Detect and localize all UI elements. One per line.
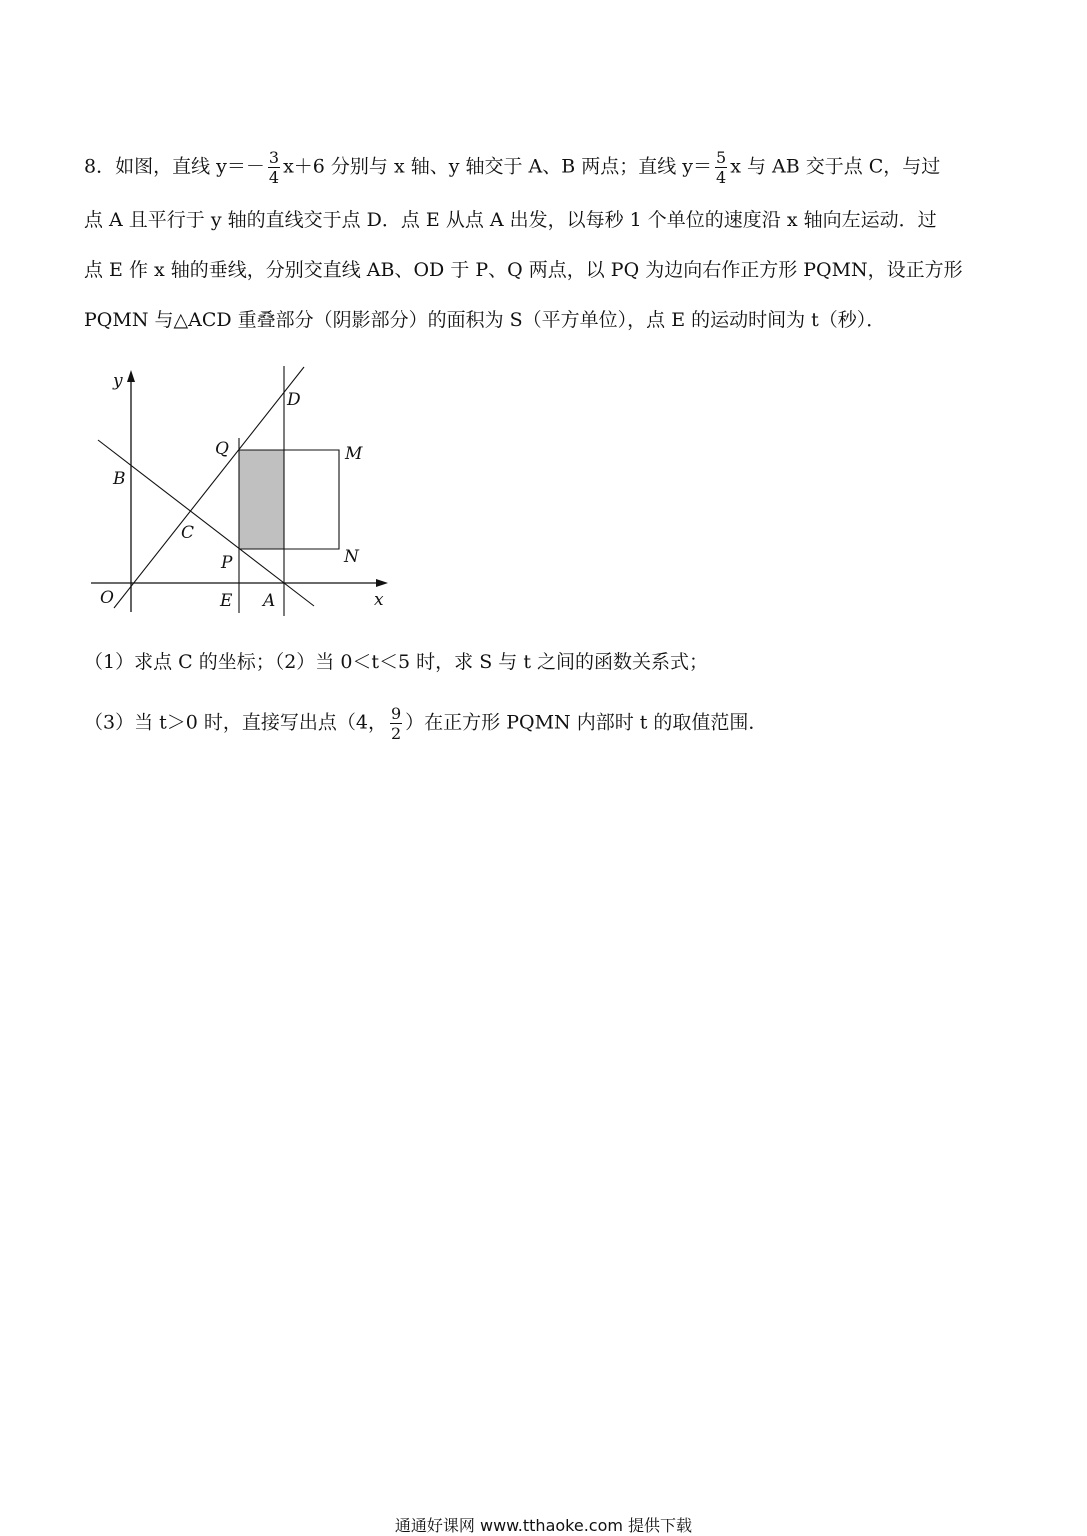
label-p: P xyxy=(221,553,233,573)
problem-text-1a: 如图，直线 y＝－ xyxy=(115,155,265,178)
label-x: x xyxy=(374,590,384,610)
problem-line-3: 点 E 作 x 轴的垂线，分别交直线 AB、OD 于 P、Q 两点，以 PQ 为边向右作正方形 PQMN，设正方形 xyxy=(84,259,963,281)
problem-line-2: 点 A 且平行于 y 轴的直线交于点 D．点 E 从点 A 出发，以每秒 1 个单位的速度沿 x 轴向左运动．过 xyxy=(84,209,937,231)
question-3-text-b: ）在正方形 PQMN 内部时 t 的取值范围． xyxy=(405,711,768,734)
problem-line-1 xyxy=(84,148,1009,187)
question-3 xyxy=(84,704,1009,743)
label-d: D xyxy=(287,390,301,410)
problem-number: 8． xyxy=(84,155,116,178)
label-o: O xyxy=(100,588,114,608)
problem-text-1b: x＋6 分别与 x 轴、y 轴交于 A、B 两点；直线 y＝ xyxy=(283,155,713,178)
fraction-five-quarters: $\frac{5}{4}$ xyxy=(716,148,727,187)
problem-line-4: PQMN 与△ACD 重叠部分（阴影部分）的面积为 S（平方单位），点 E 的运动时间为 t（秒）． xyxy=(84,309,886,331)
fraction-nine-halves: $\frac{9}{2}$ xyxy=(390,704,402,743)
shaded-region xyxy=(239,450,284,549)
label-b: B xyxy=(113,469,126,489)
geometry-figure xyxy=(86,360,396,622)
label-n: N xyxy=(344,547,359,567)
x-axis-arrow-icon xyxy=(376,579,388,587)
label-q: Q xyxy=(215,439,229,459)
fraction-three-quarters: $\frac{3}{4}$ xyxy=(268,148,280,187)
label-c: C xyxy=(181,523,195,543)
problem-text-1c: x 与 AB 交于点 C，与过 xyxy=(730,155,941,178)
y-axis-arrow-icon xyxy=(127,370,135,382)
question-3-text-a: （3）当 t＞0 时，直接写出点（4， xyxy=(84,711,387,734)
question-1-2: （1）求点 C 的坐标；（2）当 0＜t＜5 时，求 S 与 t 之间的函数关系式； xyxy=(84,651,708,673)
page-footer: 通通好课网 www.tthaoke.com 提供下载 xyxy=(394,1516,693,1535)
label-y: y xyxy=(113,371,123,391)
label-a: A xyxy=(263,591,276,611)
label-m: M xyxy=(345,444,363,464)
label-e: E xyxy=(220,591,233,611)
